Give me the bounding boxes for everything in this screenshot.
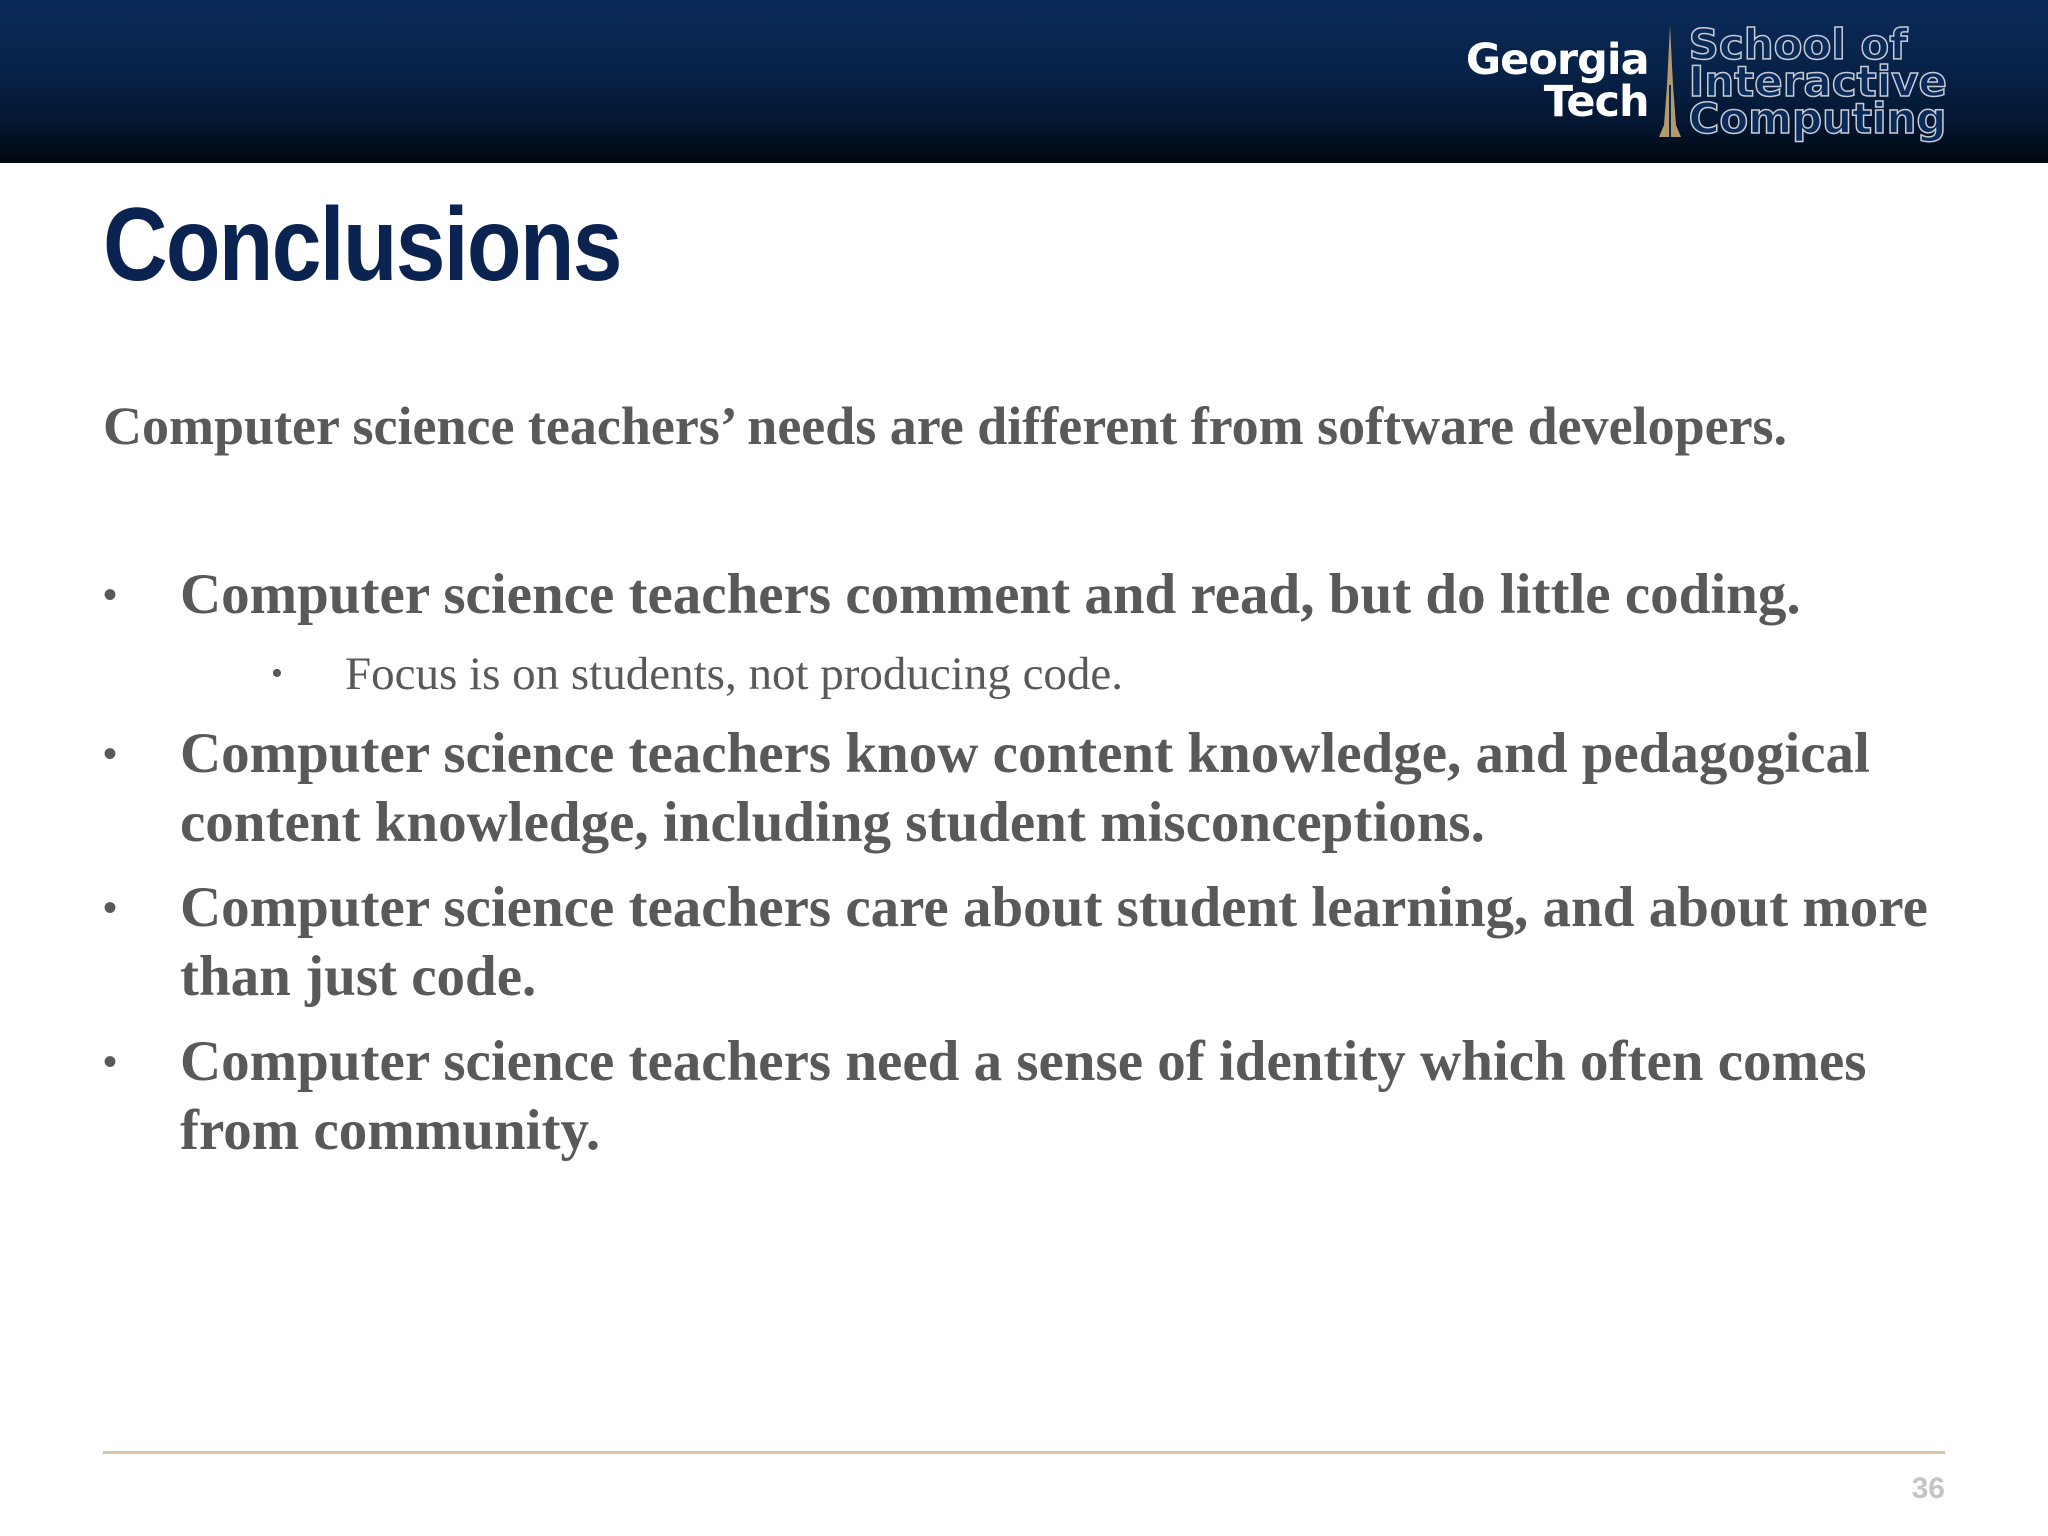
bullet-text: Computer science teachers care about student learning, and about more than just code. (180, 876, 1928, 1008)
logo-school-name (1688, 19, 1947, 143)
logo-line-georgia: Georgia (1465, 35, 1649, 85)
bullet-text: Computer science teachers comment and read, but do little coding. (180, 563, 1801, 626)
bullet-item (103, 719, 1983, 857)
tower-spire-icon (1659, 25, 1681, 137)
logo-line-computing: Computing (1688, 93, 1947, 143)
sub-bullet-item (103, 645, 1983, 703)
bullet-item (103, 560, 1983, 629)
bullet-dot-icon: • (103, 731, 118, 776)
sub-bullet-dot-icon: • (271, 655, 283, 692)
logo-line-interactive: Interactive (1688, 56, 1947, 106)
bullet-item (103, 873, 1983, 1011)
bullet-text: Computer science teachers need a sense of identity which often comes from community. (180, 1030, 1867, 1162)
bullet-dot-icon: • (103, 885, 118, 930)
bullet-dot-icon: • (103, 1039, 118, 1084)
bullet-item (103, 1027, 1983, 1165)
bullet-dot-icon: • (103, 572, 118, 617)
slide-content (103, 392, 1983, 1181)
logo-line-tech: Tech (1543, 77, 1649, 127)
bullet-text: Computer science teachers know content knowledge, and pedagogical content knowledge, including student misconceptions. (180, 722, 1870, 854)
sub-bullet-text: Focus is on students, not producing code. (345, 648, 1124, 700)
logo-institution-name (1465, 35, 1649, 127)
slide-title: Conclusions (103, 187, 621, 303)
georgia-tech-logo (1465, 19, 1947, 143)
footer-divider (103, 1451, 1945, 1454)
logo-line-school-of: School of (1688, 19, 1908, 69)
bullet-list (103, 560, 1983, 1165)
intro-statement: Computer science teachers’ needs are different from software developers. (103, 396, 1788, 456)
header-bar (0, 0, 2048, 163)
page-number: 36 (1911, 1472, 1945, 1505)
